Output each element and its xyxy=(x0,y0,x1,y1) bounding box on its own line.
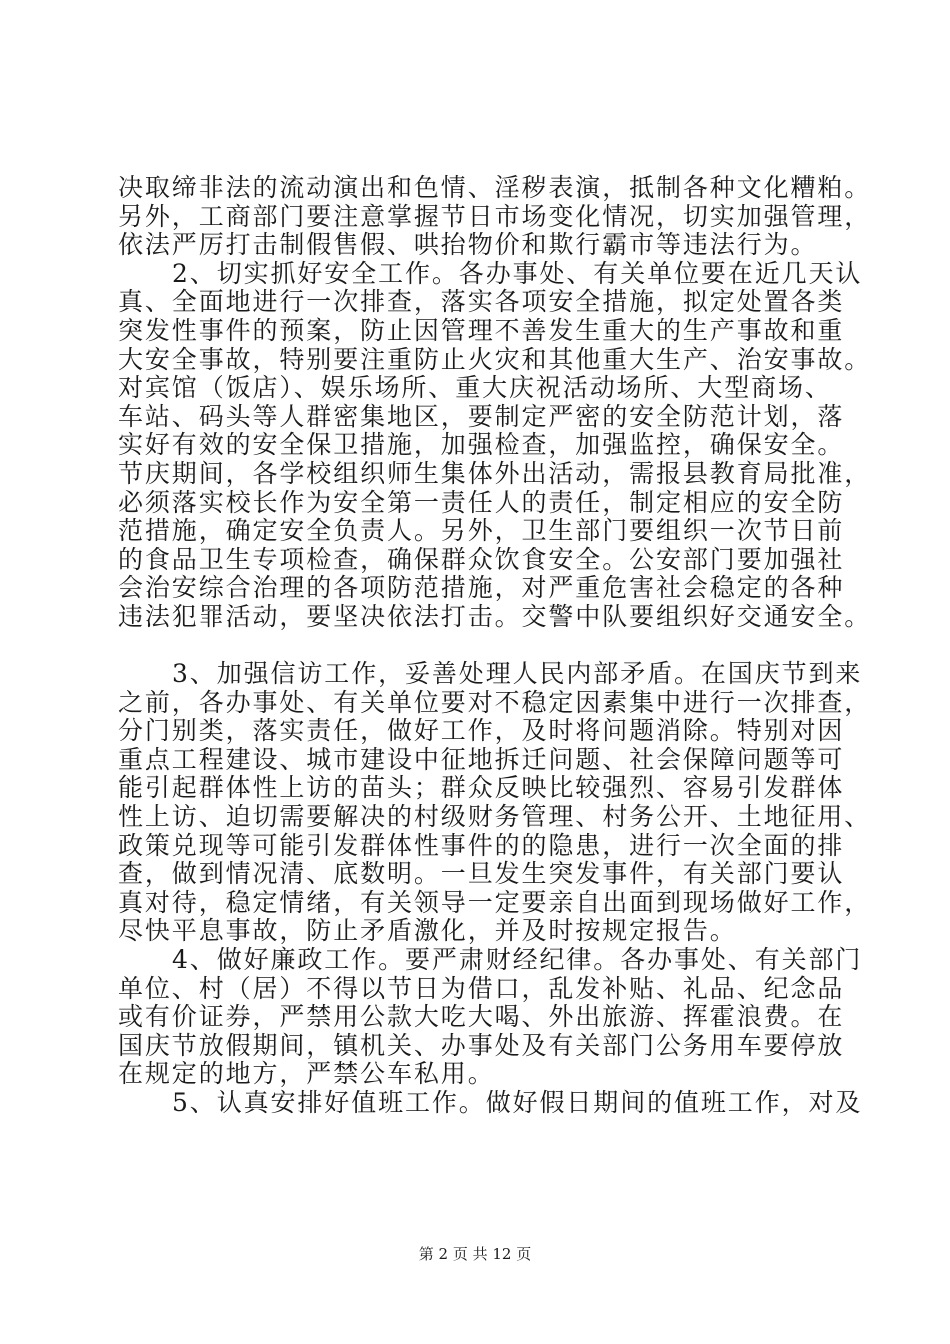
text-line: 在规定的地方，严禁公车私用。 xyxy=(118,1059,495,1089)
blank-line xyxy=(118,632,858,661)
text-line: 范措施，确定安全负责人。另外，卫生部门要组织一次节日前 xyxy=(118,516,845,546)
text-line: 违法犯罪活动，要坚决依法打击。交警中队要组织好交通安全。 xyxy=(118,601,872,631)
text-line: 大安全事故，特别要注重防止火灾和其他重大生产、治安事故。 xyxy=(118,344,872,374)
text-line: 尽快平息事故，防止矛盾激化，并及时按规定报告。 xyxy=(118,916,737,946)
text-line: 决取缔非法的流动演出和色情、淫秽表演，抵制各种文化糟粕。 xyxy=(118,173,872,202)
text-line: 依法严厉打击制假售假、哄抬物价和欺行霸市等违法行为。 xyxy=(118,230,818,260)
text-line: 之前，各办事处、有关单位要对不稳定因素集中进行一次排查， xyxy=(118,687,872,717)
paragraph-start-line: 2、切实抓好安全工作。各办事处、有关单位要在近几天认 xyxy=(172,258,863,288)
document-body xyxy=(118,173,872,1118)
text-line: 真对待，稳定情绪，有关领导一定要亲自出面到现场做好工作， xyxy=(118,887,872,917)
paragraph-start-line: 5、认真安排好值班工作。做好假日期间的值班工作，对及 xyxy=(172,1088,863,1117)
text-line: 必须落实校长作为安全第一责任人的责任，制定相应的安全防 xyxy=(118,487,845,517)
text-line: 政策兑现等可能引发群体性事件的的隐患，进行一次全面的排 xyxy=(118,830,845,860)
text-line: 车站、码头等人群密集地区，要制定严密的安全防范计划，落 xyxy=(118,401,845,431)
text-line: 实好有效的安全保卫措施，加强检查，加强监控，确保安全。 xyxy=(118,430,845,460)
text-line: 的食品卫生专项检查，确保群众饮食安全。公安部门要加强社 xyxy=(118,544,845,574)
page-footer: 第 2 页 共 12 页 xyxy=(418,1245,532,1263)
text-line: 国庆节放假期间，镇机关、办事处及有关部门公务用车要停放 xyxy=(118,1030,845,1060)
text-line: 单位、村（居）不得以节日为借口，乱发补贴、礼品、纪念品 xyxy=(118,973,845,1003)
text-line: 另外，工商部门要注意掌握节日市场变化情况，切实加强管理， xyxy=(118,201,872,231)
text-line: 节庆期间，各学校组织师生集体外出活动，需报县教育局批准， xyxy=(118,458,872,488)
text-line: 能引起群体性上访的苗头；群众反映比较强烈、容易引发群体 xyxy=(118,773,845,803)
paragraph-start-line: 3、加强信访工作，妥善处理人民内部矛盾。在国庆节到来 xyxy=(172,659,863,689)
text-line: 对宾馆（饭店）、娱乐场所、重大庆祝活动场所、大型商场、 xyxy=(118,373,832,403)
text-line: 重点工程建设、城市建设中征地拆迁问题、社会保障问题等可 xyxy=(118,744,845,774)
text-line: 查，做到情况清、底数明。一旦发生突发事件，有关部门要认 xyxy=(118,859,845,889)
paragraph-start-line: 4、做好廉政工作。要严肃财经纪律。各办事处、有关部门 xyxy=(172,945,863,975)
text-line: 性上访、迫切需要解决的村级财务管理、村务公开、土地征用、 xyxy=(118,802,872,832)
text-line: 会治安综合治理的各项防范措施，对严重危害社会稳定的各种 xyxy=(118,573,845,603)
text-line: 或有价证券，严禁用公款大吃大喝、外出旅游、挥霍浪费。在 xyxy=(118,1002,845,1032)
text-line: 真、全面地进行一次排查，落实各项安全措施，拟定处置各类 xyxy=(118,287,845,317)
text-line: 分门别类，落实责任，做好工作，及时将问题消除。特别对因 xyxy=(118,716,845,746)
text-line: 突发性事件的预案，防止因管理不善发生重大的生产事故和重 xyxy=(118,315,845,345)
